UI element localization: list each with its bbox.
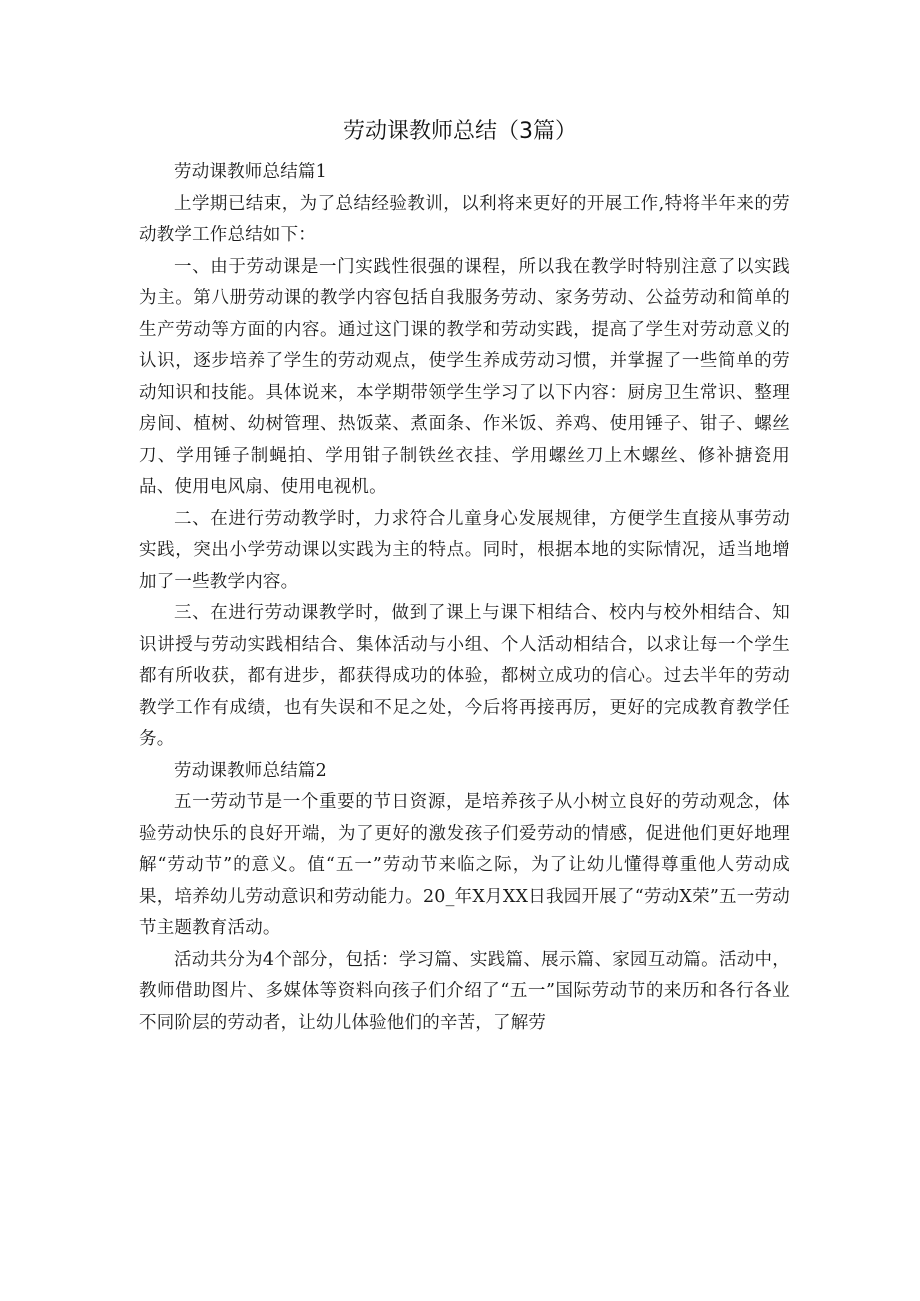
paragraph: 三、在进行劳动课教学时，做到了课上与课下相结合、校内与校外相结合、知识讲授与劳动实践相结合、集体活动与小组、个人活动相结合，以求让每一个学生都有所收获，都有进步，都获得成功的体验，都树立成功的信心。过去半年的劳动教学工作有成绩，也有失误和不足之处，今后将再接再厉，更好的完成教育教学任务。 — [139, 603, 790, 749]
paragraph: 一、由于劳动课是一门实践性很强的课程，所以我在教学时特别注意了以实践为主。第八册劳动课的教学内容包括自我服务劳动、家务劳动、公益劳动和简单的生产劳动等方面的内容。通过这门课的教学和劳动实践，提高了学生对劳动意义的认识，逐步培养了学生的劳动观点，使学生养成劳动习惯，并掌握了一些简单的劳动知识和技能。具体说来，本学期带领学生学习了以下内容：厨房卫生常识、整理房间、植树、幼树管理、热饭菜、煮面条、作米饭、养鸡、使用锤子、钳子、螺丝刀、学用锤子制蝇拍、学用钳子制铁丝衣挂、学用螺丝刀上木螺丝、修补搪瓷用品、使用电风扇、使用电视机。 — [139, 256, 790, 497]
paragraph: 活动共分为4个部分，包括：学习篇、实践篇、展示篇、家园互动篇。活动中，教师借助图片、多媒体等资料向孩子们介绍了“五一”国际劳动节的来历和各行各业不同阶层的劳动者，让幼儿体验他们的辛苦，了解劳 — [139, 949, 790, 1033]
paragraph: 上学期已结束，为了总结经验教训，以利将来更好的开展工作,特将半年来的劳动教学工作总结如下： — [139, 193, 790, 245]
section-heading-2: 劳动课教师总结篇2 — [174, 760, 327, 781]
document-body — [139, 157, 790, 1039]
document-title: 劳动课教师总结（3篇） — [343, 119, 577, 144]
section-heading-1: 劳动课教师总结篇1 — [174, 162, 327, 182]
paragraph: 五一劳动节是一个重要的节日资源，是培养孩子从小树立良好的劳动观念，体验劳动快乐的良好开端，为了更好的激发孩子们爱劳动的情感，促进他们更好地理解“劳动节”的意义。值“五一”劳动节来临之际，为了让幼儿懂得尊重他人劳动成果，培养幼儿劳动意识和劳动能力。20_年X月XX日我园开展了“劳动X荣”五一劳动节主题教育活动。 — [139, 792, 790, 938]
paragraph: 二、在进行劳动教学时，力求符合儿童身心发展规律，方便学生直接从事劳动实践，突出小学劳动课以实践为主的特点。同时，根据本地的实际情况，适当地增加了一些教学内容。 — [139, 508, 790, 592]
